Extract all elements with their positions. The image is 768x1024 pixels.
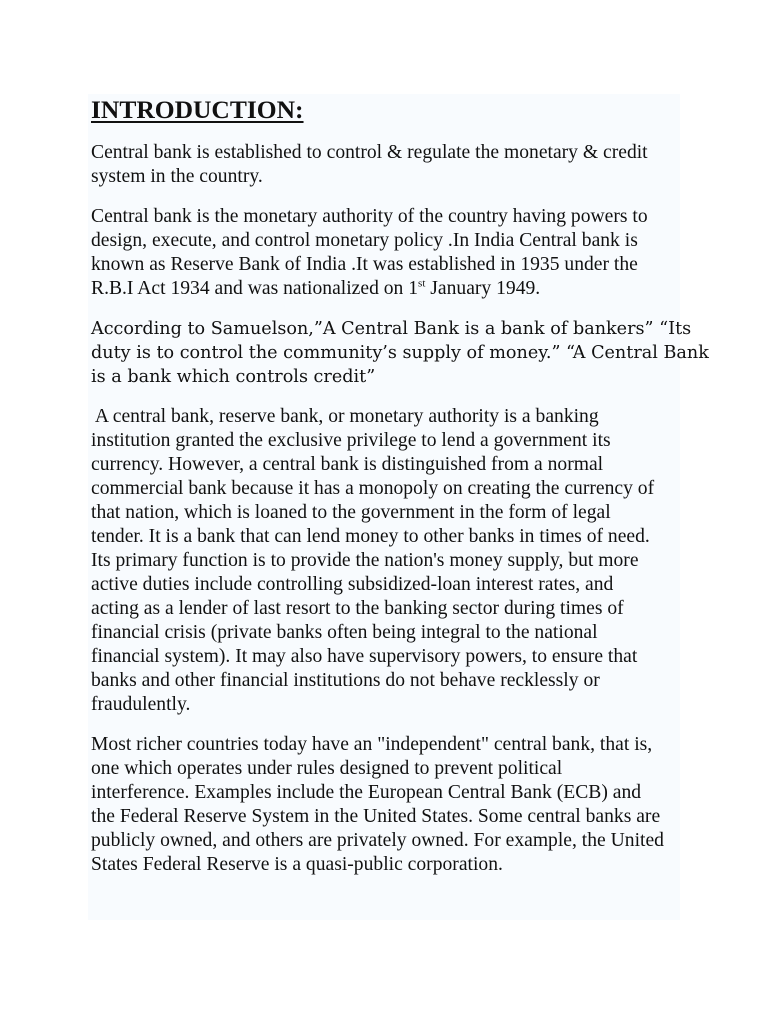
text-line: financial crisis (private banks often being integral to the national (91, 622, 598, 643)
text-line: Its primary function is to provide the nation's money supply, but more (91, 550, 639, 571)
text-line: institution granted the exclusive privilege to lend a government its (91, 430, 611, 451)
paragraph-independent-banks (91, 733, 691, 877)
text-segment: January 1949. (425, 278, 541, 299)
ordinal-suffix: st (418, 277, 426, 290)
text-line: the Federal Reserve System in the United States. Some central banks are (91, 806, 661, 827)
text-line (91, 277, 691, 301)
text-line: Most richer countries today have an "independent" central bank, that is, (91, 734, 653, 755)
paragraph-central-bank-role (91, 405, 691, 717)
text-line: According to Samuelson,”A Central Bank is a bank of bankers” “Its (91, 319, 692, 339)
text-line: one which operates under rules designed to prevent political (91, 758, 563, 779)
text-line: currency. However, a central bank is distinguished from a normal (91, 454, 604, 475)
text-line: States Federal Reserve is a quasi-public corporation. (91, 854, 503, 875)
paragraph-samuelson-quote (91, 317, 709, 389)
text-line: design, execute, and control monetary policy .In India Central bank is (91, 230, 638, 251)
text-line: acting as a lender of last resort to the banking sector during times of (91, 598, 624, 619)
text-line: commercial bank because it has a monopoly on creating the currency of (91, 478, 655, 499)
document-page (88, 94, 709, 920)
text-line: fraudulently. (91, 694, 191, 715)
document-content (91, 94, 709, 877)
text-line: duty is to control the community’s supply of money.” “A Central Bank (91, 343, 709, 363)
text-line: Central bank is the monetary authority of the country having powers to (91, 206, 648, 227)
text-line: interference. Examples include the European Central Bank (ECB) and (91, 782, 642, 803)
paragraph-monetary-authority (91, 205, 691, 301)
text-line: banks and other financial institutions do not behave recklessly or (91, 670, 600, 691)
text-line: financial system). It may also have supervisory powers, to ensure that (91, 646, 638, 667)
text-segment: R.B.I Act 1934 and was nationalized on 1 (91, 278, 419, 299)
text-line: Central bank is established to control & regulate the monetary & credit (91, 142, 648, 163)
text-line: is a bank which controls credit” (91, 367, 376, 387)
text-line: active duties include controlling subsidized-loan interest rates, and (91, 574, 614, 595)
paragraph-definition (91, 141, 691, 189)
text-line: that nation, which is loaned to the government in the form of legal (91, 502, 611, 523)
text-line: publicly owned, and others are privately owned. For example, the United (91, 830, 664, 851)
text-line: known as Reserve Bank of India .It was established in 1935 under the (91, 254, 638, 275)
page-title: INTRODUCTION: (91, 95, 304, 124)
text-line: tender. It is a bank that can lend money to other banks in times of need. (91, 526, 650, 547)
text-line: A central bank, reserve bank, or monetary authority is a banking (91, 406, 599, 427)
text-line: system in the country. (91, 166, 263, 187)
